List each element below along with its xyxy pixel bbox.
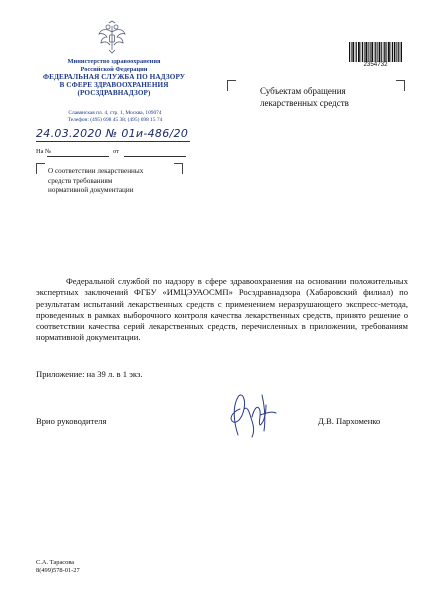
recipient: Субъектам обращения лекарственных средств (260, 86, 349, 108)
executor (36, 559, 80, 575)
subject-corner-right (174, 163, 183, 174)
attachment-note: Приложение: на 39 л. в 1 экз. (36, 369, 143, 379)
handwritten-signature (224, 387, 280, 439)
recipient-corner-left (227, 80, 236, 91)
barcode-number: 2354732 (363, 61, 388, 68)
executor-phone: 8(499)578-01-27 (36, 567, 80, 575)
barcode (349, 42, 402, 62)
subject-corner-left (36, 163, 45, 174)
executor-name: С.А. Тарасова (36, 559, 75, 566)
subject: О соответствии лекарственных средств требованиям нормативной документации (48, 167, 144, 195)
handwritten-registration: 24.03.2020 № 01и-486/20 (36, 127, 189, 140)
recipient-corner-right (396, 80, 405, 91)
reference-number-label: На № (36, 148, 52, 155)
agency-address: Славянская пл. 4, стр. 1, Москва, 109074 Телефон: (495) 698 45 38; (495) 698 15 74 (67, 110, 163, 124)
registration-line (36, 141, 190, 142)
agency-name: ФЕДЕРАЛЬНАЯ СЛУЖБА ПО НАДЗОРУ В СФЕРЕ ЗДРАВООХРАНЕНИЯ (РОСЗДРАВНАДЗОР) (42, 73, 186, 98)
reference-number-line (47, 156, 109, 157)
ministry-name: Министерство здравоохранения Российской Федерации (67, 58, 161, 73)
letter-body: Федеральной службой по надзору в сфере здравоохранения на основании положительных экспертных заключений ФГБУ «ИМЦЭУАОСМП» Росздравнадзора (Хабаровский филиал) по результатам испытаний лекарственных средств с применением неразрушающего экспресс-метода, проведенных в рамках выборочного контроля качества лекарственных средств, принято решение о соответствии качества серий лекарственных средств, перечисленных в приложении, требованиям нормативной документации. (36, 276, 408, 343)
reference-date-label: от (113, 148, 119, 155)
signatory-name: Д.В. Пархоменко (318, 416, 381, 426)
double-headed-eagle-icon (97, 20, 127, 54)
signatory-position: Врио руководителя (36, 416, 107, 426)
reference-date-line (124, 156, 186, 157)
